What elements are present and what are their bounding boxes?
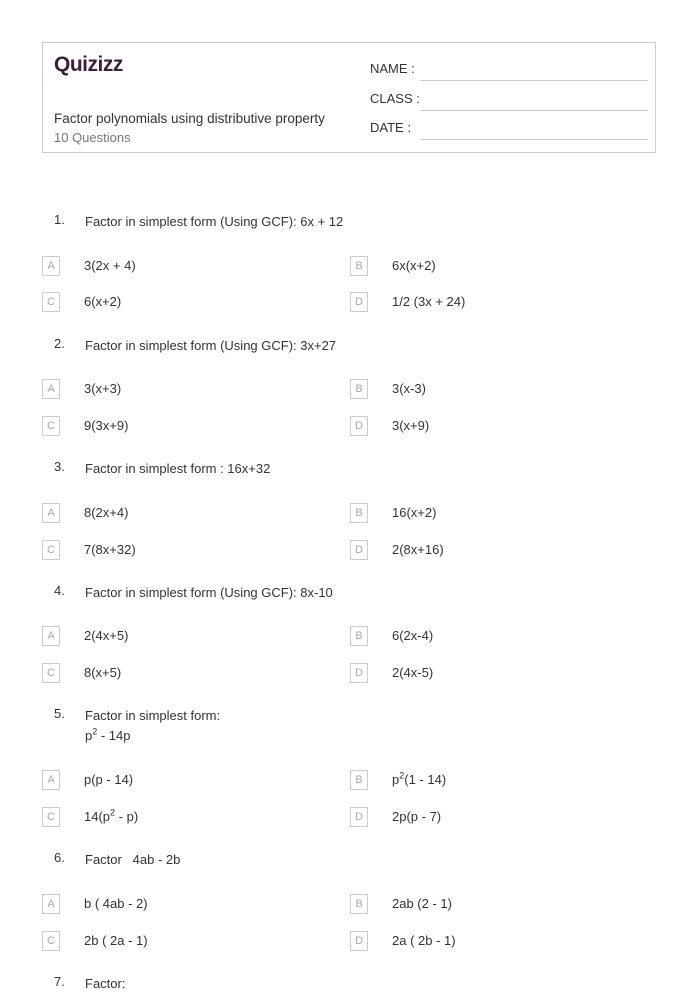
option-text: 3(x-3)	[392, 381, 426, 396]
option-text: b ( 4ab - 2)	[84, 896, 148, 911]
option-letter: A	[42, 379, 60, 399]
option-letter: D	[350, 416, 368, 436]
option-letter: C	[42, 292, 60, 312]
option-text: 2(4x+5)	[84, 628, 129, 643]
question-number: 7.	[54, 974, 65, 989]
option-text: 3(x+9)	[392, 418, 430, 433]
question-number: 3.	[54, 459, 65, 474]
option-letter: D	[350, 663, 368, 683]
question-text: Factor in simplest form (Using GCF): 6x + 12	[85, 214, 344, 229]
option-text: 6(x+2)	[84, 294, 122, 309]
option-letter: A	[42, 626, 60, 646]
question-number: 1.	[54, 212, 65, 227]
option-letter: A	[42, 256, 60, 276]
option-text: 3(2x + 4)	[84, 258, 136, 273]
option-letter: D	[350, 931, 368, 951]
option-text: 6(2x-4)	[392, 628, 434, 643]
question-text: Factor in simplest form (Using GCF): 8x-10	[85, 585, 333, 600]
option-text: 7(8x+32)	[84, 542, 136, 557]
option-text: $14(p^2 - p)$	[84, 807, 139, 824]
date-field[interactable]	[370, 120, 648, 140]
option-letter: D	[350, 540, 368, 560]
option-letter: B	[350, 770, 368, 790]
option-text: 6x(x+2)	[392, 258, 436, 273]
option-text: 16(x+2)	[392, 505, 437, 520]
name-field[interactable]	[370, 61, 648, 81]
option-letter: D	[350, 292, 368, 312]
option-letter: B	[350, 503, 368, 523]
option-letter: A	[42, 503, 60, 523]
worksheet-title: Factor polynomials using distributive property	[54, 111, 325, 126]
question-count: 10 Questions	[54, 130, 131, 145]
name-label: NAME :	[370, 61, 415, 76]
option-text: 9(3x+9)	[84, 418, 129, 433]
option-text: 2a ( 2b - 1)	[392, 933, 456, 948]
option-letter: B	[350, 256, 368, 276]
question-text: Factor in simplest form (Using GCF): 3x+27	[85, 338, 337, 353]
class-label: CLASS :	[370, 91, 420, 106]
question-expression: $p^2 - 14p$	[85, 726, 131, 743]
option-text: 2p(p - 7)	[392, 809, 442, 824]
option-text: 1/2 (3x + 24)	[392, 294, 466, 309]
option-text: 2(4x-5)	[392, 665, 434, 680]
option-text: 2(8x+16)	[392, 542, 444, 557]
name-line	[420, 80, 648, 81]
question-number: 5.	[54, 706, 65, 721]
worksheet-header	[42, 42, 656, 153]
option-letter: B	[350, 894, 368, 914]
question-text: Factor in simplest form : 16x+32	[85, 461, 271, 476]
option-text: 8(2x+4)	[84, 505, 129, 520]
class-line	[420, 110, 648, 111]
option-letter: A	[42, 894, 60, 914]
option-letter: C	[42, 540, 60, 560]
option-text: p(p - 14)	[84, 772, 134, 787]
option-text: 3(x+3)	[84, 381, 122, 396]
quizizz-logo: Quizizz	[54, 53, 123, 76]
question-text: Factor 4ab - 2b	[85, 852, 181, 867]
date-line	[420, 139, 648, 140]
question-number: 4.	[54, 583, 65, 598]
option-letter: D	[350, 807, 368, 827]
question-text: Factor in simplest form:	[85, 708, 221, 723]
option-letter: C	[42, 416, 60, 436]
option-text: 2ab (2 - 1)	[392, 896, 452, 911]
option-letter: B	[350, 626, 368, 646]
option-text: 8(x+5)	[84, 665, 122, 680]
option-letter: C	[42, 663, 60, 683]
option-letter: A	[42, 770, 60, 790]
option-text: $p^2(1 - 14)$	[392, 770, 447, 787]
question-text: Factor:	[85, 976, 126, 991]
class-field[interactable]	[370, 91, 648, 111]
question-number: 6.	[54, 850, 65, 865]
option-letter: C	[42, 931, 60, 951]
date-label: DATE :	[370, 120, 411, 135]
option-text: 2b ( 2a - 1)	[84, 933, 148, 948]
question-number: 2.	[54, 336, 65, 351]
option-letter: C	[42, 807, 60, 827]
option-letter: B	[350, 379, 368, 399]
